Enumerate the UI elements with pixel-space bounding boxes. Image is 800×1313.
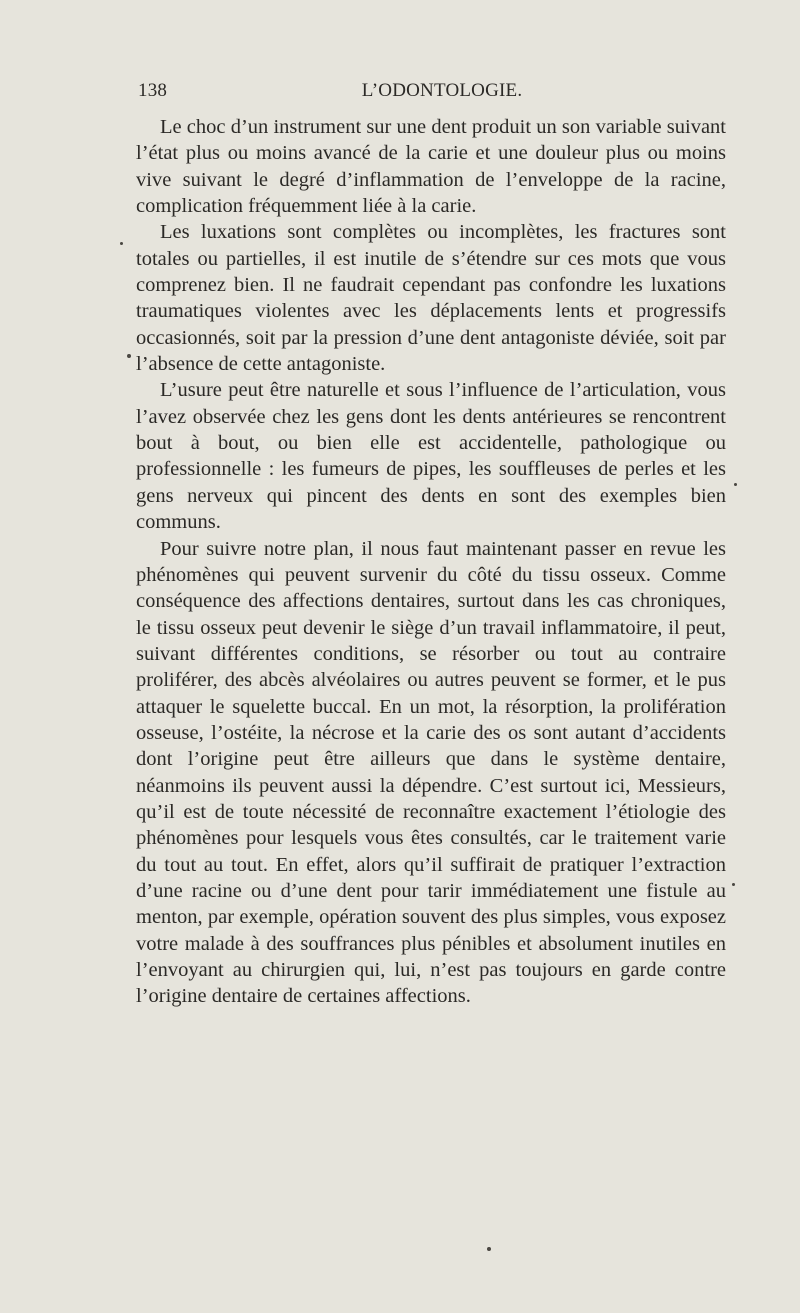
paragraph-luxations: Les luxations sont complètes ou incomplètes, les fractures sont totales ou partielles, il est inutile de s’étendre sur ces mots que vous comprenez bien. Il ne faudrait cependant pas confondre les luxations traumatiques violentes avec les déplacements lents et progressifs occasionnés, soit par la pression d’une dent antagoniste déviée, soit par l’absence de cette antagoniste. [136,221,726,376]
paragraph-tissu-osseux: Pour suivre notre plan, il nous faut maintenant passer en revue les phénomènes qui peuvent survenir du côté du tissu osseux. Comme conséquence des affections dentaires, surtout dans les cas chroniques, le tissu osseux peut devenir le siège d’un travail inflammatoire, il peut, suivant différentes conditions, se résorber ou tout au contraire proliférer, des abcès alvéolaires ou autres peuvent se former, et le pus attaquer le squelette buccal. En un mot, la résorption, la prolifération osseuse, l’ostéite, la nécrose et la carie des os sont autant d’accidents dont l’origine peut être ailleurs que dans le système dentaire, néanmoins ils peuvent aussi la dépendre. C’est surtout ici, Messieurs, qu’il est de toute nécessité de reconnaître exactement l’étiologie des phénomènes pour lesquels vous êtes consultés, car le traitement varie du tout au tout. En effet, alors qu’il suffirait de pratiquer l’extraction d’une racine ou d’une dent pour tarir immédiatement une fistule au menton, par exemple, opération souvent des plus simples, vous exposez votre malade à des souffrances plus pénibles et absolument inutiles en l’envoyant au chirurgien qui, lui, n’est pas toujours en garde contre l’origine dentaire de certaines affections. [136,537,726,1008]
page-number: 138 [138,80,168,101]
print-speck [487,1247,491,1251]
body-text [136,114,726,1010]
print-speck [120,242,123,245]
print-speck [734,483,737,486]
print-speck [127,354,131,358]
running-title: L’ODONTOLOGIE. [361,80,523,101]
paragraph-usure: L’usure peut être naturelle et sous l’influence de l’articulation, vous l’avez observée chez les gens dont les dents antérieures se rencontrent bout à bout, ou bien elle est accidentelle, pathologique ou professionnelle : les fumeurs de pipes, les souffleuses de perles et les gens nerveux qui pincent des dents en sont des exemples bien communs. [136,379,726,534]
running-head [138,80,724,110]
print-speck [732,883,735,886]
paragraph-percussion: Le choc d’un instrument sur une dent produit un son variable suivant l’état plus ou moins avancé de la carie et une douleur plus ou moins vive suivant le degré d’inflammation de l’enveloppe de la racine, complication fréquemment liée à la carie. [136,116,726,218]
